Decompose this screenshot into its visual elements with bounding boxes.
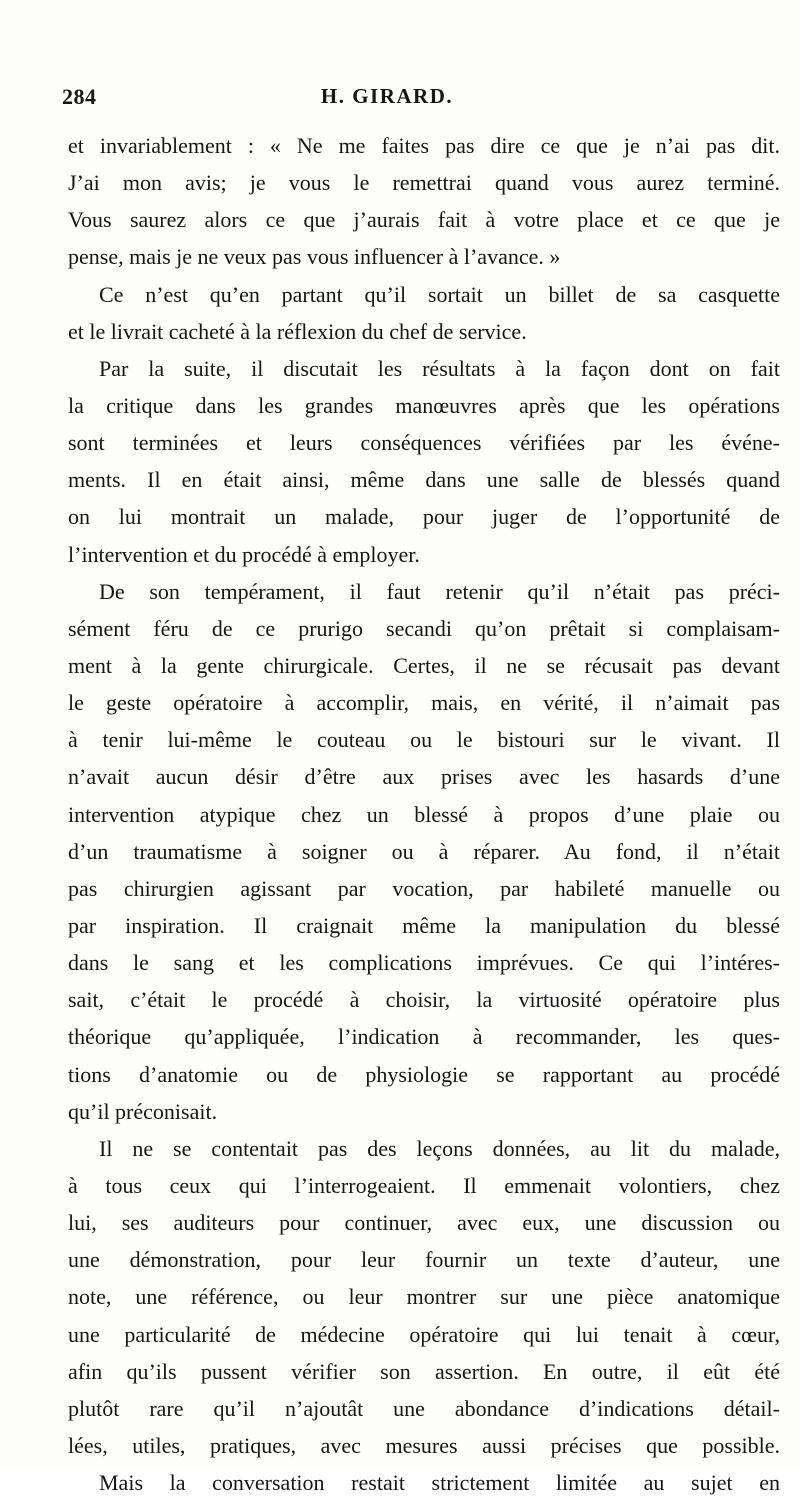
text-line: une démonstration, pour leur fournir un texte d’auteur, une: [68, 1247, 780, 1273]
text-line: à tous ceux qui l’interrogeaient. Il emmenait volontiers, chez: [68, 1172, 780, 1198]
text-line: la critique dans les grandes manœuvres après que les opérations: [68, 392, 780, 418]
body-text: [68, 127, 780, 1501]
running-head: H. GIRARD.: [320, 84, 454, 108]
text-line: lées, utiles, pratiques, avec mesures aussi précises que possible.: [68, 1432, 780, 1458]
text-line: note, une référence, ou leur montrer sur une pièce anatomique: [68, 1284, 780, 1310]
text-line: lui, ses auditeurs pour continuer, avec eux, une discussion ou: [68, 1210, 780, 1236]
text-line: De son tempérament, il faut retenir qu’il n’était pas préci-: [99, 578, 780, 604]
text-line: qu’il préconisait.: [68, 1098, 218, 1124]
text-line: on lui montrait un malade, pour juger de l’opportunité de: [68, 504, 780, 530]
text-line: Par la suite, il discutait les résultats à la façon dont on fait: [99, 355, 780, 381]
text-line: théorique qu’appliquée, l’indication à recommander, les ques-: [68, 1024, 780, 1050]
text-line: Mais la conversation restait strictement limitée au sujet en: [99, 1470, 780, 1496]
text-line: une particularité de médecine opératoire qui lui tenait à cœur,: [68, 1321, 780, 1347]
text-line: pas chirurgien agissant par vocation, par habileté manuelle ou: [68, 875, 780, 901]
text-line: Ce n’est qu’en partant qu’il sortait un billet de sa casquette: [99, 281, 780, 307]
text-line: ments. Il en était ainsi, même dans une salle de blessés quand: [68, 467, 780, 493]
text-line: plutôt rare qu’il n’ajoutât une abondance d’indications détail-: [68, 1395, 780, 1421]
text-line: l’intervention et du procédé à employer.: [68, 541, 420, 567]
text-line: afin qu’ils pussent vérifier son assertion. En outre, il eût été: [68, 1358, 780, 1384]
text-line: sait, c’était le procédé à choisir, la virtuosité opératoire plus: [68, 987, 780, 1013]
text-line: et invariablement : « Ne me faites pas dire ce que je n’ai pas dit.: [68, 133, 780, 158]
text-line: à tenir lui-même le couteau ou le bistouri sur le vivant. Il: [68, 727, 780, 753]
text-line: sont terminées et leurs conséquences vérifiées par les événe-: [68, 430, 780, 456]
text-line: par inspiration. Il craignait même la manipulation du blessé: [68, 912, 780, 938]
text-line: n’avait aucun désir d’être aux prises avec les hasards d’une: [68, 764, 780, 790]
text-line: dans le sang et les complications imprévues. Ce qui l’intéres-: [68, 950, 780, 976]
text-line: tions d’anatomie ou de physiologie se rapportant au procédé: [68, 1061, 780, 1087]
text-line: le geste opératoire à accomplir, mais, en vérité, il n’aimait pas: [68, 690, 780, 716]
page-header: [62, 84, 712, 116]
text-line: d’un traumatisme à soigner ou à réparer. Au fond, il n’était: [68, 838, 780, 864]
text-line: Il ne se contentait pas des leçons données, au lit du malade,: [99, 1135, 780, 1161]
text-line: intervention atypique chez un blessé à propos d’une plaie ou: [68, 801, 780, 827]
text-line: et le livrait cacheté à la réflexion du chef de service.: [68, 318, 527, 344]
text-line: pense, mais je ne veux pas vous influencer à l’avance. »: [68, 244, 561, 270]
text-line: J’ai mon avis; je vous le remettrai quand vous aurez terminé.: [68, 170, 780, 196]
text-line: sément féru de ce prurigo secandi qu’on prêtait si complaisam-: [68, 615, 780, 641]
page-number: 284: [62, 84, 97, 109]
text-line: Vous saurez alors ce que j’aurais fait à votre place et ce que je: [68, 207, 780, 233]
text-line: ment à la gente chirurgicale. Certes, il ne se récusait pas devant: [68, 652, 780, 678]
